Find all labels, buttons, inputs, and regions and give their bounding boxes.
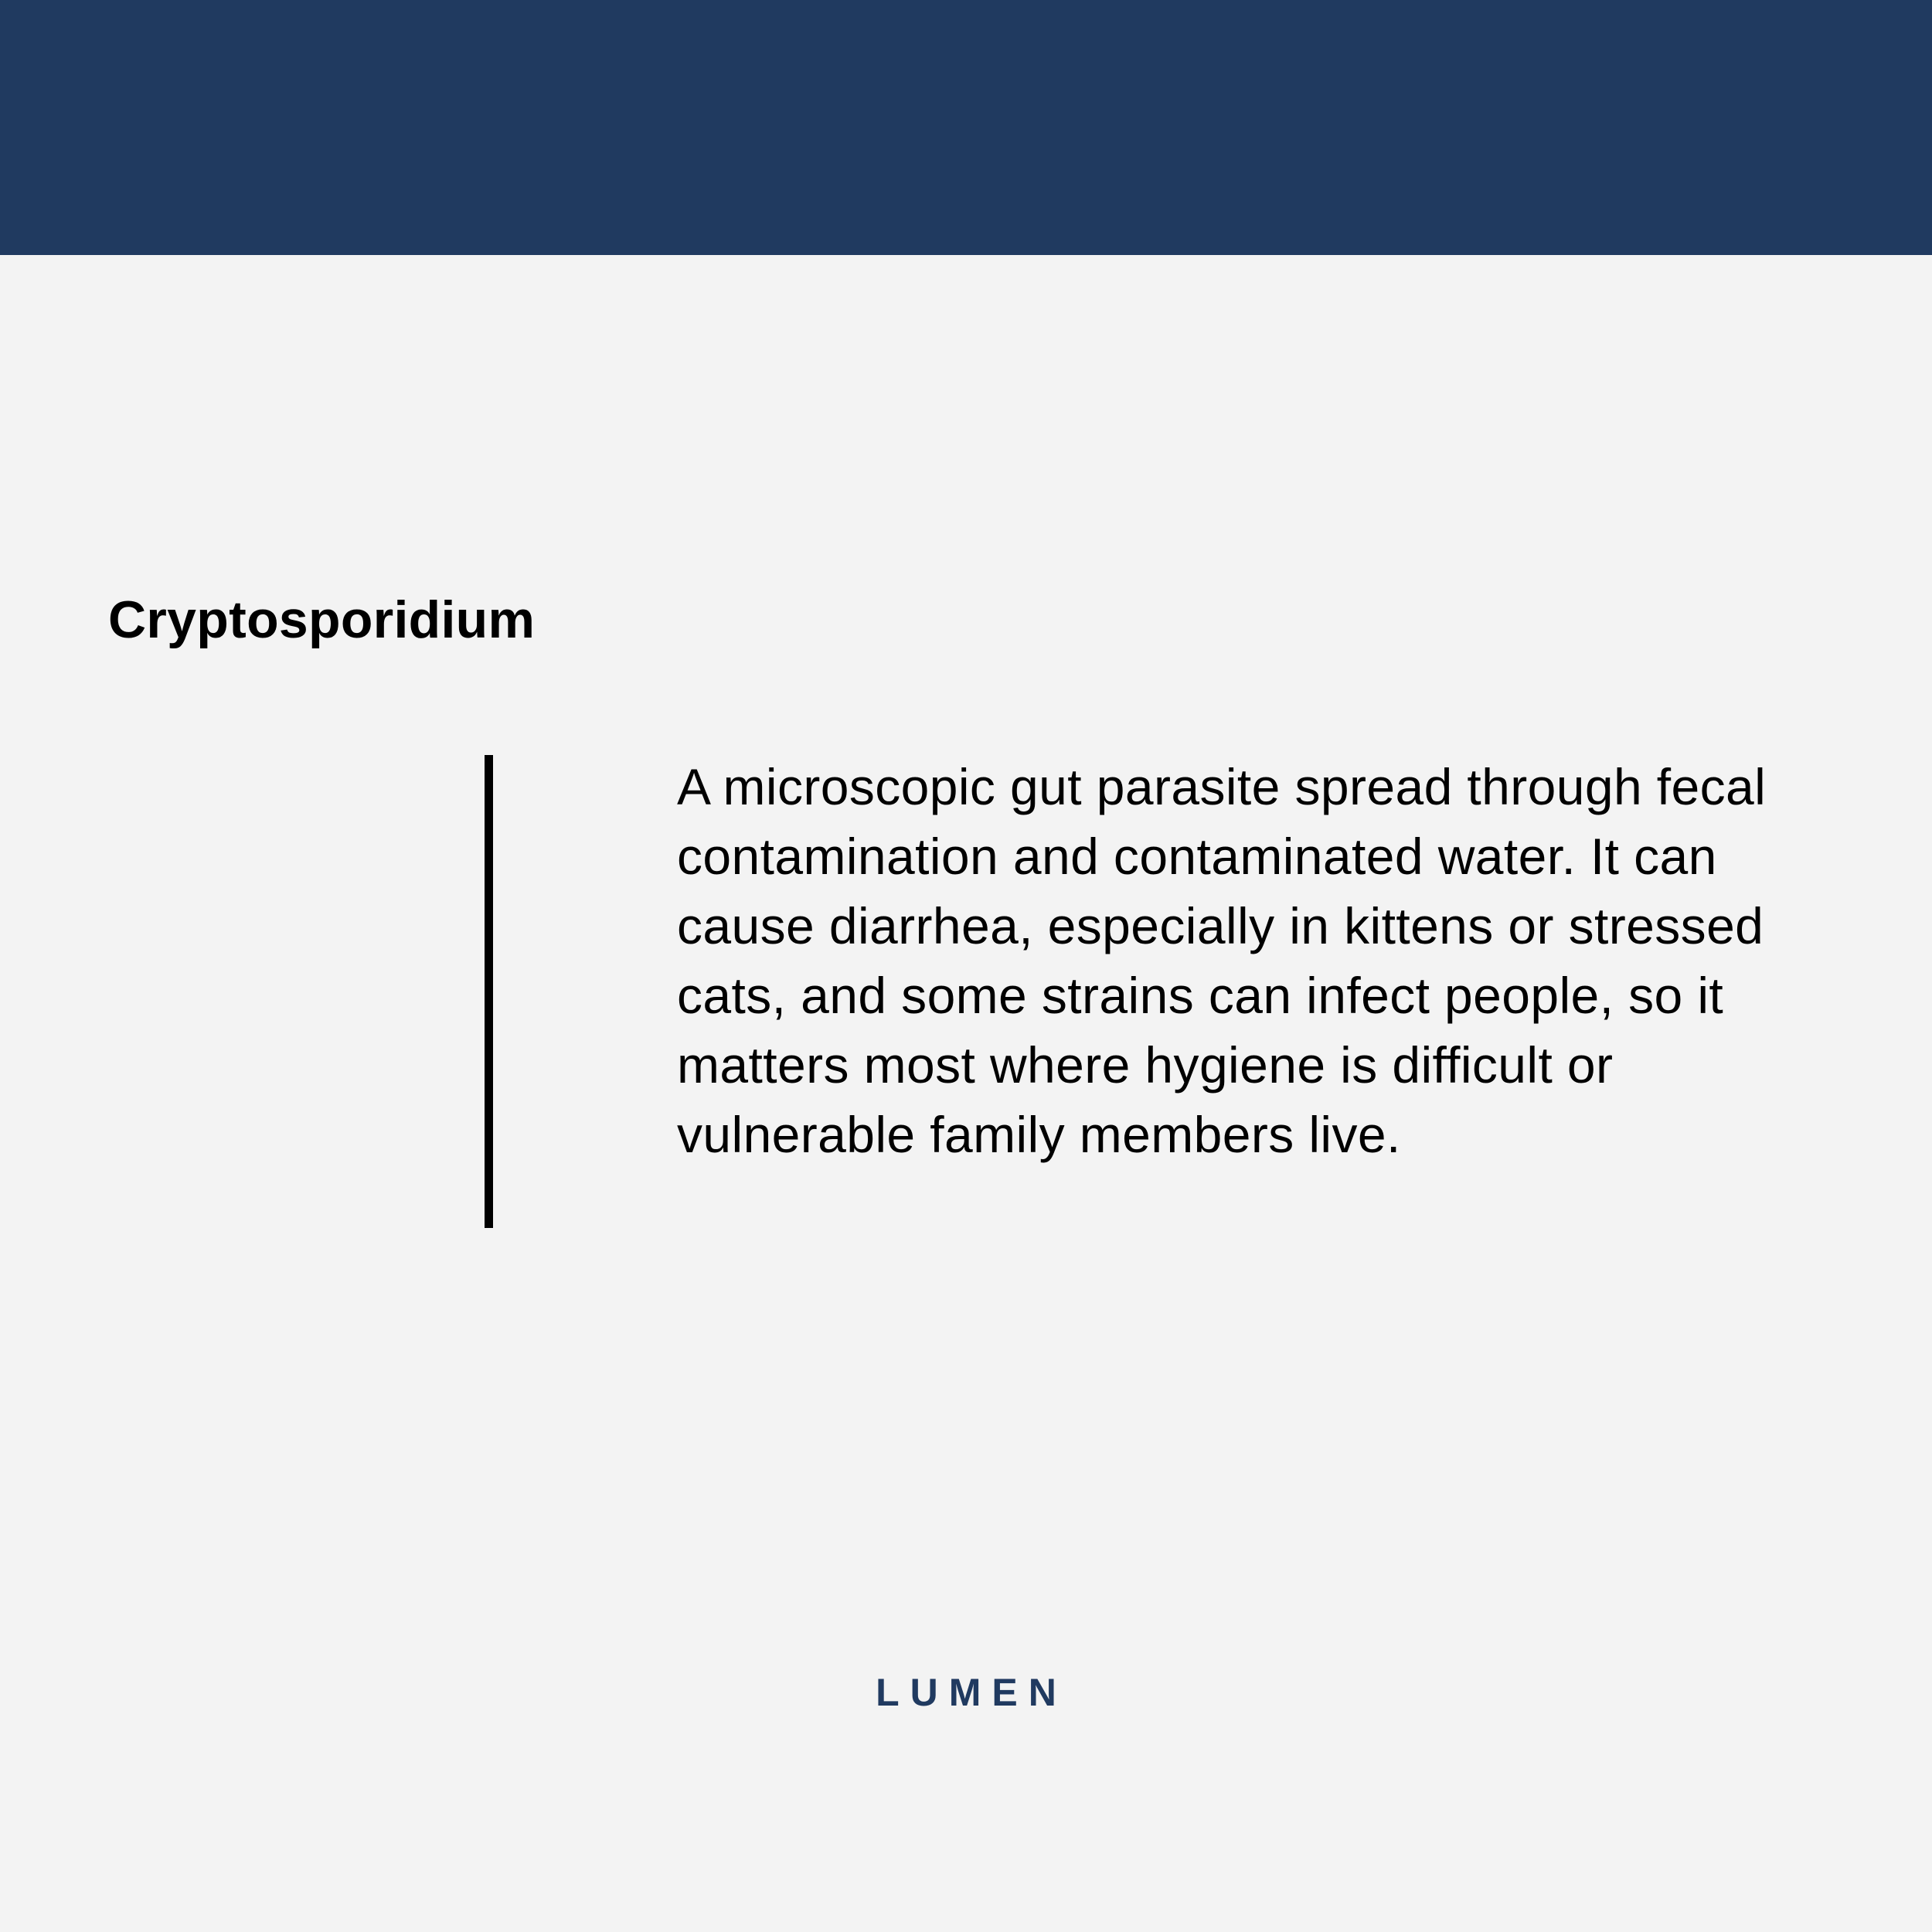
vertical-rule bbox=[485, 755, 493, 1228]
header-band bbox=[0, 0, 1932, 255]
page-title: Cryptosporidium bbox=[108, 590, 536, 649]
brand-logo: LUMEN bbox=[876, 1671, 1067, 1714]
description-text: A microscopic gut parasite spread through fecal contamination and contaminated water. It can cause diarrhea, especially in kittens or stressed cats, and some strains can infect people, so it matters most where hygiene is difficult or vulnerable family members live. bbox=[677, 758, 1767, 1163]
